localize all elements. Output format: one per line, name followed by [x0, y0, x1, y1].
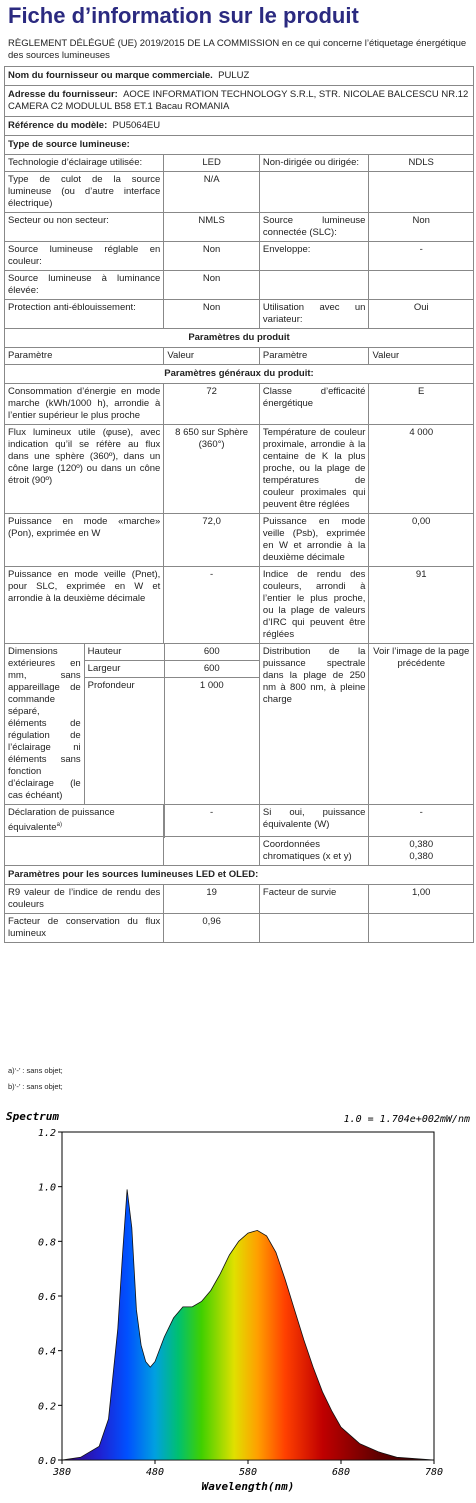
y-tick-label: 0.6	[37, 1292, 56, 1303]
source-type-header	[4, 136, 474, 155]
y-tick-label: 0.4	[37, 1346, 56, 1358]
source-type-row	[4, 242, 474, 271]
param-label	[260, 914, 370, 942]
param-label: Température de couleur proximale, arrondie à la centaine de K la plus proche, ou la plage de températures de couleur proximales qui peuvent être réglées	[260, 425, 370, 513]
param-label: Utilisation avec un variateur:	[260, 300, 370, 328]
params-title: Paramètres du produit	[188, 332, 290, 343]
general-param-row	[4, 384, 474, 425]
param-value: N/A	[164, 172, 260, 212]
param-value: 0,96	[164, 914, 260, 942]
chart-title: Spectrum	[6, 1110, 59, 1123]
general-param-row	[4, 567, 474, 644]
param-label: Source lumineuse réglable en couleur:	[5, 242, 164, 270]
equivalent-power-value: -	[164, 805, 260, 836]
param-value: 4 000	[409, 427, 434, 438]
equivalent-w-value: -	[419, 807, 423, 818]
param-label: Puissance en mode «marche» (Pon), exprimée en W	[5, 514, 164, 566]
param-label: Non-dirigée ou dirigée:	[260, 155, 370, 171]
supplier-value: PULUZ	[218, 70, 250, 81]
column-header-row	[4, 348, 474, 365]
param-label: Flux lumineux utile (φuse), avec indication qu’il se réfère au flux dans une sphère (360º), dans un cône large (120º) ou dans un cône étroit (90º)	[5, 425, 164, 513]
param-label: Consommation d’énergie en mode marche (kWh/1000 h), arrondie à l’entier supérieur le plus proche	[5, 384, 164, 424]
param-value: E	[418, 386, 425, 397]
address-value: AOCE INFORMATION TECHNOLOGY S.R.L, STR. NICOLAE BALCESCU NR.12 CAMERA C2 MODULUL B58 ET.1 Bacau ROMANIA	[8, 89, 469, 112]
param-value: 8 650 sur Sphère (360°)	[164, 425, 260, 513]
equivalent-w-label: Si oui, puissance équivalente (W)	[260, 805, 370, 836]
regulation-text: RÈGLEMENT DÉLÉGUÉ (UE) 2019/2015 DE LA COMMISSION en ce qui concerne l’étiquetage énergétique des sources lumineuses	[8, 38, 467, 61]
y-tick-label: 0.2	[37, 1401, 56, 1413]
param-value	[369, 172, 473, 212]
x-axis-label: Wavelength(nm)	[201, 1480, 295, 1493]
param-value: Non	[164, 271, 260, 299]
page-title: Fiche d’information sur le produit	[8, 3, 359, 28]
param-value: 0,00	[411, 516, 431, 527]
chromaticity-y: 0,380	[409, 851, 434, 863]
x-tick-label: 480	[145, 1467, 165, 1478]
x-tick-label: 380	[52, 1467, 72, 1478]
source-type-title: Type de source lumineuse:	[8, 139, 130, 150]
param-value: Non	[164, 242, 260, 270]
col-header: Paramètre	[260, 348, 370, 364]
y-tick-label: 0.8	[37, 1237, 56, 1249]
x-tick-label: 780	[424, 1467, 444, 1478]
y-tick-label: 1.2	[37, 1128, 56, 1139]
model-row	[4, 117, 474, 136]
dim-value: 600	[203, 646, 220, 657]
param-value	[369, 914, 473, 942]
param-label	[260, 271, 370, 299]
product-info-table	[4, 66, 474, 943]
param-value: 19	[164, 885, 260, 913]
param-value: -	[164, 567, 260, 643]
col-header: Valeur	[164, 348, 260, 364]
col-header: Valeur	[372, 350, 400, 361]
footnote-ref: a)	[56, 822, 62, 828]
param-label: Protection anti-éblouissement:	[5, 300, 164, 328]
led-params-title: Paramètres pour les sources lumineuses LED et OLED:	[8, 869, 259, 881]
source-type-row	[4, 155, 474, 172]
supplier-label: Nom du fournisseur ou marque commerciale.	[8, 70, 213, 81]
param-label: Source lumineuse connectée (SLC):	[260, 213, 370, 241]
equivalent-power-label: Déclaration de puissance équivalente	[8, 807, 115, 834]
param-label: Puissance en mode veille (Pnet), pour SLC, exprimée en W et arrondie à la deuxième décimale	[5, 567, 164, 643]
led-params-header	[4, 866, 474, 885]
spectrum-chart	[4, 1106, 472, 1498]
source-type-row	[4, 271, 474, 300]
param-value: NMLS	[164, 213, 260, 241]
param-value: Non	[164, 300, 260, 328]
param-value	[369, 271, 473, 299]
dim-value: 600	[203, 663, 220, 674]
y-tick-label: 0.0	[37, 1456, 56, 1467]
param-label	[260, 172, 370, 212]
param-label: Puissance en mode veille (Psb), exprimée en W et arrondie à la deuxième décimale	[260, 514, 370, 566]
param-value: 1,00	[411, 887, 431, 899]
spectral-distribution-label: Distribution de la puissance spectrale dans la plage de 250 nm à 800 nm, à pleine charge	[260, 644, 370, 804]
model-value: PU5064EU	[112, 120, 161, 131]
param-value: -	[419, 244, 423, 255]
dim-name: Largeur	[85, 661, 165, 677]
y-tick-label: 1.0	[37, 1182, 56, 1194]
general-params-header	[4, 365, 474, 384]
dimensions-label: Dimensions extérieures en mm, sans appareillage de commande séparé, éléments de régulation de l’éclairage ni éléments sans fonction d’éclairage (le cas échéant)	[5, 644, 85, 804]
dim-value: 1 000	[199, 680, 224, 691]
source-type-row	[4, 213, 474, 242]
general-param-row	[4, 514, 474, 567]
supplier-row	[4, 67, 474, 86]
led-param-row	[4, 885, 474, 914]
param-value: NDLS	[408, 157, 434, 168]
general-params-title: Paramètres généraux du produit:	[164, 368, 314, 379]
x-tick-label: 680	[331, 1467, 351, 1478]
param-label: R9 valeur de l’indice de rendu des couleurs	[5, 885, 164, 913]
param-label: Facteur de survie	[260, 885, 370, 913]
chromaticity-label: Coordonnées chromatiques (x et y)	[260, 837, 370, 865]
equivalent-power-row	[4, 805, 474, 837]
param-label: Indice de rendu des couleurs, arrondi à l’entier le plus proche, ou la plage de valeurs d’IRC qui peuvent être réglées	[260, 567, 370, 643]
param-value: Non	[412, 215, 430, 226]
param-label: Classe d’efficacité énergétique	[260, 384, 370, 424]
model-label: Référence du modèle:	[8, 120, 108, 131]
footnote-b: b)‘-’ : sans objet;	[8, 1082, 63, 1091]
source-type-row	[4, 300, 474, 329]
param-label: Secteur ou non secteur:	[5, 213, 164, 241]
params-header	[4, 329, 474, 348]
led-param-row	[4, 914, 474, 943]
param-value: LED	[164, 155, 260, 171]
param-value: Oui	[413, 302, 429, 313]
footnote-a: a)‘-’ : sans objet;	[8, 1066, 63, 1075]
address-row	[4, 86, 474, 117]
param-value: 72	[164, 384, 260, 424]
spectral-distribution-value: Voir l’image de la page précédente	[373, 646, 470, 669]
source-type-row	[4, 172, 474, 213]
param-label: Enveloppe:	[260, 242, 370, 270]
param-label: Technologie d’éclairage utilisée:	[5, 155, 164, 171]
dim-name: Profondeur	[85, 678, 165, 838]
param-label: Type de culot de la source lumineuse (ou d’autre interface électrique)	[5, 172, 164, 212]
x-tick-label: 580	[238, 1467, 258, 1478]
col-header: Paramètre	[5, 348, 164, 364]
chromaticity-x: 0,380	[409, 839, 434, 851]
chromaticity-row	[4, 837, 474, 866]
address-label: Adresse du fournisseur:	[8, 89, 118, 100]
chart-annotation: 1.0 = 1.704e+002mW/nm	[343, 1114, 470, 1125]
param-label: Facteur de conservation du flux lumineux	[5, 914, 164, 942]
dimensions-row	[4, 644, 474, 805]
param-value: 91	[415, 569, 427, 580]
param-value: 72,0	[164, 514, 260, 566]
param-label: Source lumineuse à luminance élevée:	[5, 271, 164, 299]
dim-name: Hauteur	[85, 644, 165, 660]
general-param-row	[4, 425, 474, 514]
spectrum-chart-svg	[4, 1106, 472, 1498]
